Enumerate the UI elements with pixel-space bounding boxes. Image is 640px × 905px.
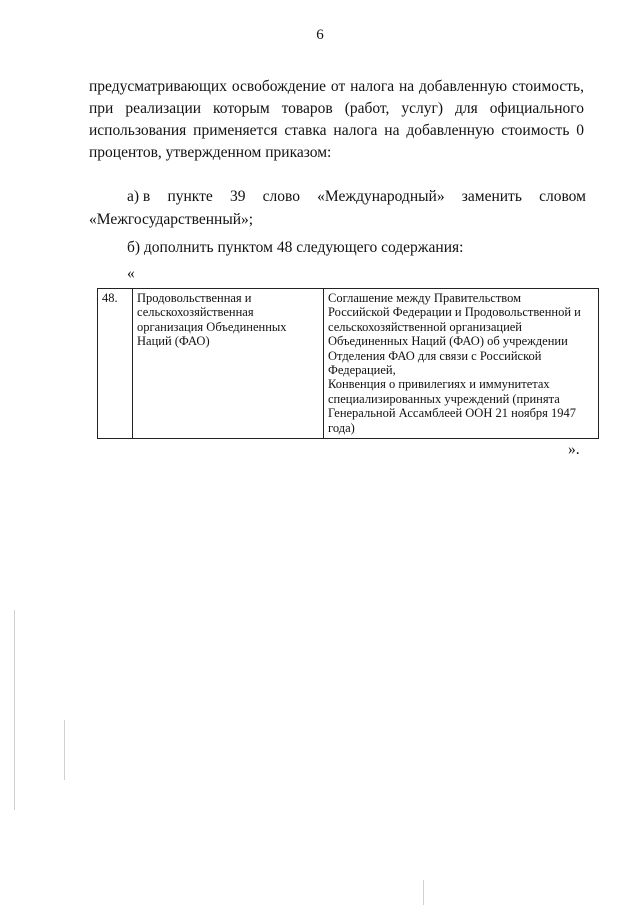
document-line: Объединенных Наций (ФАО) об учреждении	[328, 334, 568, 349]
page-number: 6	[316, 27, 324, 43]
item-a-continuation: «Межгосударственный»;	[89, 211, 254, 228]
document-line: Соглашение между Правительством	[328, 291, 522, 305]
item-a-word: заменить	[461, 188, 522, 205]
item-a-word: словом	[539, 188, 586, 205]
row-number-cell: 48.	[98, 289, 133, 439]
item-a-line	[127, 186, 586, 208]
document-line: сельскохозяйственной организацией	[328, 319, 523, 334]
document-cell	[324, 289, 599, 439]
scan-margin-line	[64, 720, 65, 780]
opening-quote: «	[127, 265, 135, 282]
intro-line: использования применяется ставка налога на добавленную стоимость 0	[89, 122, 584, 139]
closing-quote: ».	[568, 441, 580, 458]
document-line: Отделения ФАО для связи с Российской	[328, 348, 542, 363]
intro-line: при реализации которым товаров (работ, услуг) для официального	[89, 100, 584, 117]
document-line: Конвенция о привилегиях и иммунитетах	[328, 377, 550, 392]
organization-table	[97, 288, 599, 439]
organization-line: организация Объединенных	[137, 319, 287, 334]
document-line: специализированных учреждений (принята	[328, 391, 560, 406]
document-line: Федерацией,	[328, 363, 396, 378]
organization-line: Продовольственная и	[137, 291, 252, 305]
scan-margin-line	[423, 880, 424, 905]
organization-cell	[133, 289, 324, 439]
item-a-word: слово	[262, 188, 300, 205]
item-a-word: «Международный»	[317, 188, 445, 205]
organization-line: сельскохозяйственная	[137, 305, 254, 320]
document-line: Российской Федерации и Продовольственной и	[328, 305, 581, 320]
intro-line: предусматривающих освобождение от налога на добавленную стоимость,	[89, 78, 584, 95]
table-row	[98, 289, 599, 439]
scan-margin-line	[14, 610, 15, 810]
item-a-word: 39	[229, 188, 246, 205]
item-a-word: пункте	[167, 188, 213, 205]
document-line: года)	[328, 420, 355, 435]
organization-line: Наций (ФАО)	[137, 334, 210, 349]
item-a-word: а) в	[127, 188, 151, 205]
intro-paragraph	[89, 76, 584, 164]
intro-line: процентов, утвержденном приказом:	[89, 144, 332, 161]
item-b-text: б) дополнить пунктом 48 следующего содержания:	[127, 239, 464, 256]
document-line: Генеральной Ассамблеей ООН 21 ноября 1947	[328, 406, 577, 421]
